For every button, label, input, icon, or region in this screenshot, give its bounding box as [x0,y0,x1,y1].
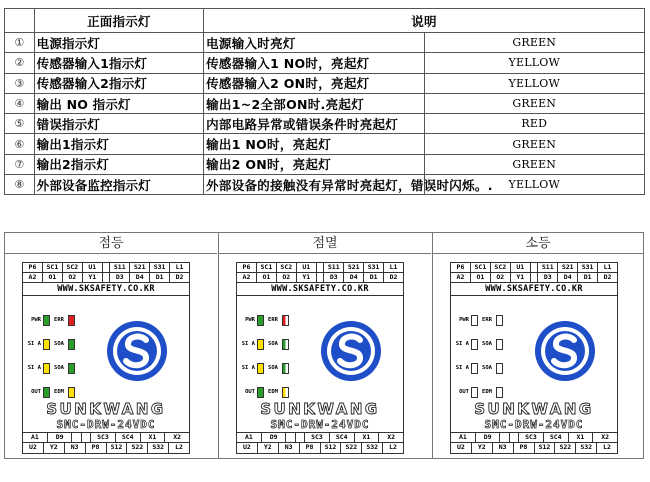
terminal-label: P6 [451,263,471,272]
led-row [453,386,503,398]
indicator-name: 输出1指示灯 [34,134,203,154]
indicator-name: 错误指示灯 [34,114,203,134]
indicator-color: YELLOW [424,73,644,93]
terminal-label: O2 [63,273,83,282]
indicator-description: 传感器输入1 NO时，亮起灯 [204,53,424,73]
indicator-description: 传感器输入2 ON时，亮起灯 [204,73,424,93]
terminal-label: D4 [558,273,578,282]
terminal-label: S31 [578,263,598,272]
terminal-label: SC1 [471,263,491,272]
terminal-label: SC3 [91,433,116,442]
terminal-label: D2 [389,273,398,281]
indicator-color: GREEN [424,93,644,113]
indicator-description: 电源输入时亮灯 [204,33,424,53]
indicator-name: 外部设备监控指示灯 [34,175,203,195]
led-indicator [282,363,289,374]
terminal-label: P8 [514,443,535,453]
terminal-label: Y1 [297,273,317,282]
terminal-label: L2 [389,443,397,451]
led-row [25,338,75,350]
led-state-panel [4,232,644,459]
terminal-label: S11 [110,263,130,272]
led-label: SI A [241,341,255,347]
led-indicator [43,339,50,350]
led-indicator [257,363,264,374]
led-label: SOA [268,341,278,347]
model-number: SMC-DRW-24VDC [484,418,584,431]
table-row [5,93,645,113]
header-num-cell [5,9,35,33]
terminal-label: S12 [321,443,342,453]
sunkwang-logo-icon [533,319,597,383]
led-indicator [43,315,50,326]
terminal-label: S21 [558,263,578,272]
terminal-label: O1 [471,273,491,282]
row-number: ② [5,53,35,73]
led-indicator [282,339,289,350]
table-row [5,134,645,154]
terminal-label: X2 [601,433,610,441]
led-row [453,362,503,374]
indicator-name: 传感器输入1指示灯 [34,53,203,73]
led-label: SI A [241,365,255,371]
led-indicator [471,315,478,326]
led-label: SOA [482,365,492,371]
terminal-label: D3 [110,273,130,282]
indicator-description: 内部电路异常或错误条件时亮起灯 [204,114,424,134]
table-row [5,33,645,53]
terminal-row-top2 [451,273,617,283]
led-indicator [43,363,50,374]
terminal-row-bottom1 [451,433,617,443]
state-heading: 점등 [5,233,217,254]
led-label: SOA [54,365,64,371]
row-number: ③ [5,73,35,93]
terminal-label: D9 [48,433,73,442]
terminal-row-bottom2 [237,443,403,453]
row-number: ④ [5,93,35,113]
sunkwang-logo-icon [319,319,383,383]
terminal-label [296,433,305,442]
led-label: PWR [459,317,469,323]
terminal-label [286,433,295,442]
terminal-label: D4 [344,273,364,282]
terminal-row-bottom2 [451,443,617,453]
terminal-label: L1 [603,263,612,271]
terminal-label: SC3 [305,433,330,442]
terminal-label: A2 [451,273,471,282]
terminal-block-bottom [237,432,403,453]
led-label: SI A [27,365,41,371]
row-number: ⑥ [5,134,35,154]
terminal-label: X2 [387,433,396,441]
terminal-label [510,433,519,442]
terminal-row-top1 [23,263,189,273]
terminal-label: D2 [175,273,184,281]
led-indicator [496,339,503,350]
website-url: WWW.SKSAFETY.CO.KR [451,283,617,296]
terminal-label: D2 [603,273,612,281]
terminal-label: L2 [603,443,611,451]
terminal-label: O1 [43,273,63,282]
terminal-label [317,273,325,282]
terminal-label: S21 [130,263,150,272]
terminal-label: Y2 [258,443,279,453]
led-indicator [282,315,289,326]
led-label: EDM [54,389,64,395]
led-label: PWR [31,317,41,323]
terminal-label: L1 [175,263,184,271]
led-label: SOA [482,341,492,347]
led-label: SI A [455,365,469,371]
header-desc: 说明 [204,9,645,33]
terminal-label: SC2 [491,263,511,272]
terminal-label: P8 [300,443,321,453]
led-row [25,386,75,398]
row-number: ⑦ [5,154,35,174]
terminal-label: D3 [538,273,558,282]
terminal-label: O2 [491,273,511,282]
table-row [5,73,645,93]
led-indicator [471,363,478,374]
led-indicator [68,315,75,326]
led-indicator [257,315,264,326]
row-number: ① [5,33,35,53]
led-indicator [496,315,503,326]
terminal-label: SC4 [116,433,141,442]
led-indicator [496,387,503,398]
led-row [239,338,289,350]
terminal-label: O2 [277,273,297,282]
terminal-label: X2 [173,433,182,441]
indicator-color: GREEN [424,154,644,174]
terminal-label: S21 [344,263,364,272]
led-indicator [68,339,75,350]
led-label: ERR [482,317,492,323]
table-row [5,53,645,73]
terminal-label: S22 [341,443,362,453]
indicator-name: 传感器输入2指示灯 [34,73,203,93]
led-row [239,386,289,398]
terminal-label [531,273,539,282]
terminal-label: SC2 [277,263,297,272]
led-label: PWR [245,317,255,323]
website-url: WWW.SKSAFETY.CO.KR [23,283,189,296]
row-number: ⑧ [5,175,35,195]
led-label: EDM [268,389,278,395]
indicator-description: 输出1~2全部ON时.亮起灯 [204,93,424,113]
led-label: OUT [245,389,255,395]
state-column [432,233,643,458]
indicator-description: 输出1 NO时，亮起灯 [204,134,424,154]
terminal-label: U1 [297,263,317,272]
model-number: SMC-DRW-24VDC [56,418,156,431]
terminal-label: Y1 [83,273,103,282]
led-row [239,362,289,374]
terminal-row-bottom2 [23,443,189,453]
terminal-label: D4 [130,273,150,282]
led-indicator [471,339,478,350]
website-url: WWW.SKSAFETY.CO.KR [237,283,403,296]
terminal-label: SC2 [63,263,83,272]
terminal-label [317,263,325,272]
indicator-table [4,8,645,195]
row-number: ⑤ [5,114,35,134]
terminal-label: S11 [538,263,558,272]
terminal-label: P6 [23,263,43,272]
brand-name: SUNKWANG [474,400,594,418]
led-indicator [496,363,503,374]
terminal-label: N3 [279,443,300,453]
indicator-color: YELLOW [424,175,644,195]
terminal-label: S31 [150,263,170,272]
led-row [25,314,75,326]
led-group [451,310,523,396]
led-row [453,338,503,350]
led-label: EDM [482,389,492,395]
brand-name: SUNKWANG [46,400,166,418]
terminal-row-top2 [237,273,403,283]
terminal-label: S12 [535,443,556,453]
model-number: SMC-DRW-24VDC [270,418,370,431]
led-row [239,314,289,326]
terminal-row-top1 [237,263,403,273]
led-indicator [68,387,75,398]
led-group [237,310,309,396]
terminal-label: L1 [389,263,398,271]
terminal-label: Y1 [511,273,531,282]
terminal-label: A2 [237,273,257,282]
terminal-label: S31 [364,263,384,272]
indicator-name: 输出2指示灯 [34,154,203,174]
indicator-description: 输出2 ON时，亮起灯 [204,154,424,174]
terminal-label: P6 [237,263,257,272]
terminal-label [82,433,91,442]
terminal-label: SC1 [43,263,63,272]
terminal-label: A2 [23,273,43,282]
terminal-label: U1 [511,263,531,272]
terminal-label: X1 [569,433,594,442]
terminal-label: S32 [362,443,383,453]
table-row [5,175,645,195]
led-label: OUT [459,389,469,395]
terminal-label: S32 [576,443,597,453]
indicator-name: 电源指示灯 [34,33,203,53]
table-header-row [5,9,645,33]
terminal-label: D1 [150,273,170,282]
terminal-label: X1 [355,433,380,442]
brand-name: SUNKWANG [260,400,380,418]
terminal-row-bottom1 [237,433,403,443]
terminal-label: Y2 [472,443,493,453]
indicator-color: GREEN [424,33,644,53]
terminal-label: D1 [364,273,384,282]
terminal-label: P8 [86,443,107,453]
led-label: ERR [54,317,64,323]
led-label: SOA [54,341,64,347]
terminal-label: SC3 [519,433,544,442]
state-column [218,233,431,458]
terminal-label: SC4 [330,433,355,442]
terminal-label: S12 [107,443,128,453]
terminal-label: A1 [451,433,476,442]
led-indicator [68,363,75,374]
terminal-label: U1 [83,263,103,272]
led-indicator [43,387,50,398]
terminal-label: Y2 [44,443,65,453]
terminal-label: S32 [148,443,169,453]
header-name: 正面指示灯 [34,9,203,33]
state-heading: 점멸 [219,233,431,254]
terminal-label: D1 [578,273,598,282]
led-label: SOA [268,365,278,371]
indicator-name: 输出 NO 指示灯 [34,93,203,113]
led-row [25,362,75,374]
terminal-label: O1 [257,273,277,282]
sunkwang-logo-icon [105,319,169,383]
terminal-label: N3 [493,443,514,453]
led-label: OUT [31,389,41,395]
terminal-row-bottom1 [23,433,189,443]
led-indicator [257,387,264,398]
led-indicator [257,339,264,350]
terminal-label: U2 [23,443,44,453]
led-label: SI A [27,341,41,347]
terminal-row-top2 [23,273,189,283]
terminal-label [500,433,509,442]
state-heading: 소등 [433,233,643,254]
terminal-label [103,273,111,282]
indicator-color: RED [424,114,644,134]
led-row [453,314,503,326]
led-group [23,310,95,396]
led-indicator [471,387,478,398]
terminal-label: L2 [175,443,183,451]
indicator-color: GREEN [424,134,644,154]
terminal-label: S22 [555,443,576,453]
controller-front-panel [450,262,618,454]
terminal-label: D9 [476,433,501,442]
terminal-row-top1 [451,263,617,273]
table-row [5,154,645,174]
terminal-label: D9 [262,433,287,442]
led-label: ERR [268,317,278,323]
table-row [5,114,645,134]
terminal-label: S22 [127,443,148,453]
terminal-label: U2 [237,443,258,453]
state-column [5,233,217,458]
indicator-description: 外部设备的接触没有异常时亮起灯，错误时闪烁。. [204,175,424,195]
terminal-label: A1 [237,433,262,442]
terminal-label [72,433,81,442]
terminal-label: S11 [324,263,344,272]
indicator-color: YELLOW [424,53,644,73]
led-label: SI A [455,341,469,347]
terminal-label: SC4 [544,433,569,442]
terminal-block-bottom [451,432,617,453]
led-indicator [282,387,289,398]
terminal-label: D3 [324,273,344,282]
terminal-label: A1 [23,433,48,442]
terminal-label: U2 [451,443,472,453]
terminal-label: X1 [141,433,166,442]
terminal-label [103,263,111,272]
terminal-block-bottom [23,432,189,453]
terminal-label: SC1 [257,263,277,272]
controller-front-panel [236,262,404,454]
terminal-label [531,263,539,272]
terminal-label: N3 [65,443,86,453]
controller-front-panel [22,262,190,454]
